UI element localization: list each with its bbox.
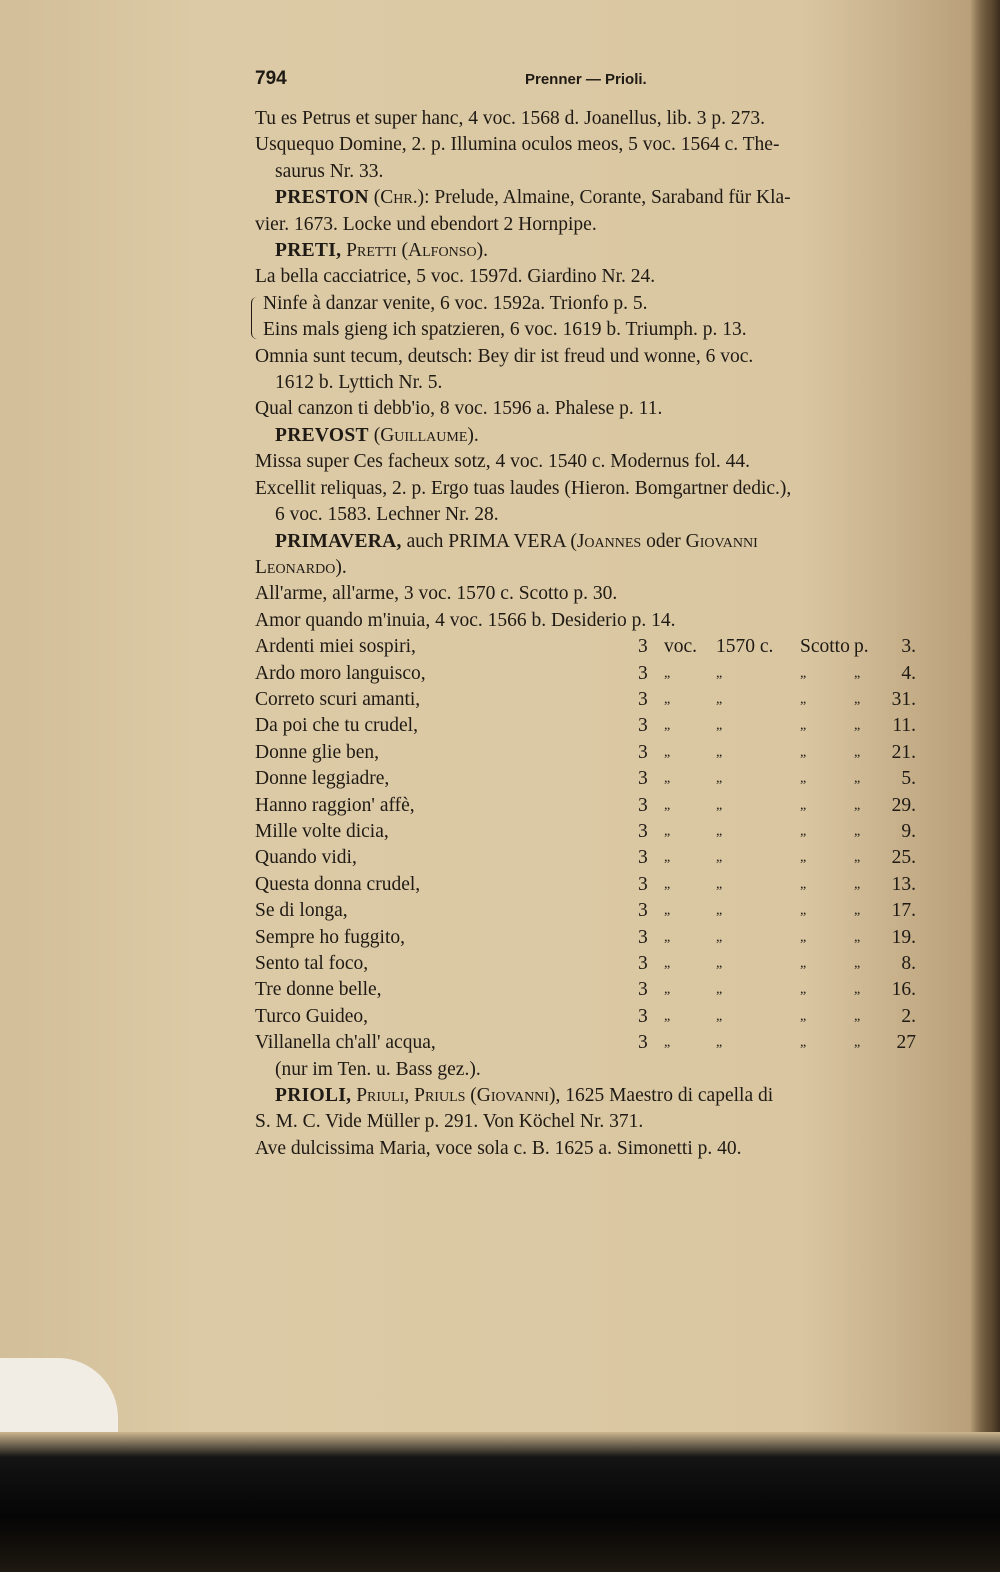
cell-title: Tre donne belle, [255, 979, 382, 1001]
cell-title: Questa donna crudel, [255, 873, 421, 895]
cell-voc: „ [664, 771, 671, 787]
cell-voc: „ [664, 956, 671, 971]
cell-title: Correto scuri amanti, [255, 688, 421, 710]
cell-voices: 3 [638, 926, 648, 948]
curly-brace [251, 297, 258, 339]
cell-page: 4. [901, 662, 916, 684]
cell-year: „ [716, 823, 723, 839]
table-row [255, 1004, 916, 1030]
page-header [255, 68, 935, 106]
works-table [255, 634, 916, 1057]
punct: ). [476, 240, 488, 262]
entry-text: ), 1625 Maestro di capella di [548, 1085, 774, 1107]
entry-initials: Chr. [380, 187, 418, 209]
table-row [255, 634, 916, 660]
entry-name-primavera: PRIMAVERA, [275, 530, 402, 552]
cell-voices: 3 [638, 741, 648, 763]
cell-year: „ [716, 771, 723, 787]
cell-year: „ [716, 929, 723, 945]
cell-voc: „ [664, 850, 671, 866]
entry-name-preti: PRETI, [275, 240, 342, 262]
entry-alt-name: Pretti [346, 240, 397, 262]
cell-p: „ [854, 850, 861, 866]
text-line: Missa super Ces facheux sotz, 4 voc. 1540 c. Modernus fol. 44. [255, 451, 750, 473]
table-row [255, 925, 916, 951]
cell-p: „ [854, 771, 861, 787]
text-line: Eins mals gieng ich spatzieren, 6 voc. 1619 b. Triumph. p. 13. [263, 319, 747, 341]
cell-page: 25. [891, 847, 916, 869]
table-row [255, 819, 916, 845]
cell-voices: 3 [638, 900, 648, 922]
cell-title: Mille volte dicia, [255, 820, 389, 842]
cell-page: 29. [891, 794, 916, 816]
cell-p: „ [854, 823, 861, 839]
cell-year: „ [716, 1008, 723, 1024]
cell-year: „ [716, 744, 723, 760]
entry-text: Prelude, Almaine, Corante, Saraband für Kla- [429, 187, 791, 209]
entry-given-name: Alfonso [408, 240, 477, 262]
cell-p: „ [854, 903, 861, 919]
works-table-body [255, 634, 916, 1057]
cell-title: Ardenti miei sospiri, [255, 636, 416, 658]
cell-voc: „ [664, 876, 671, 892]
cell-page: 27 [896, 1032, 916, 1054]
cell-page: 17. [891, 900, 916, 922]
cell-title: Turco Guideo, [255, 1005, 369, 1027]
cell-voices: 3 [638, 636, 648, 658]
cell-voices: 3 [638, 953, 648, 974]
table-row [255, 793, 916, 819]
cell-year: „ [716, 797, 723, 813]
entry-primavera-line [255, 529, 935, 555]
cell-voc: „ [664, 929, 671, 945]
table-row [255, 977, 916, 1003]
cell-source: „ [800, 665, 807, 681]
text-line: 1612 b. Lyttich Nr. 5. [275, 372, 443, 394]
cell-title: Donne glie ben, [255, 741, 380, 763]
cell-voc: „ [664, 718, 671, 734]
cell-voc: „ [664, 903, 671, 919]
text-line: Ninfe à danzar venite, 6 voc. 1592a. Trionfo p. 5. [263, 292, 648, 314]
cell-source: „ [800, 691, 807, 707]
cell-source: „ [800, 1008, 807, 1024]
cell-voc: voc. [664, 636, 698, 658]
cell-source: „ [800, 797, 807, 813]
cell-year: „ [716, 876, 723, 892]
entry-name-prioli: PRIOLI, [275, 1085, 352, 1107]
cell-p: „ [854, 744, 861, 760]
cell-source: „ [800, 982, 807, 998]
punct: ): [417, 187, 430, 209]
cell-voc: „ [664, 1035, 671, 1051]
text-line: All'arme, all'arme, 3 voc. 1570 c. Scotto p. 30. [255, 583, 618, 605]
cell-voc: „ [664, 744, 671, 760]
entry-given-name: Leonardo [255, 556, 336, 578]
scan-edge-right [970, 0, 1000, 1572]
entry-prevost-line [255, 423, 935, 449]
cell-voc: „ [664, 823, 671, 839]
cell-p: „ [854, 797, 861, 813]
cell-source: „ [800, 744, 807, 760]
table-row [255, 1030, 916, 1056]
cell-voices: 3 [638, 873, 648, 895]
entry-preston-line [255, 185, 935, 211]
brace-group [255, 291, 935, 344]
text-line: Qual canzon ti debb'io, 8 voc. 1596 a. Phalese p. 11. [255, 398, 663, 420]
cell-voices: 3 [638, 768, 648, 790]
cell-voices: 3 [638, 1005, 648, 1027]
entry-alt-name: Priuli, [356, 1085, 410, 1107]
text-line: vier. 1673. Locke und ebendort 2 Hornpipe. [255, 213, 597, 235]
cell-page: 11. [892, 715, 916, 737]
cell-title: Sento tal foco, [255, 953, 369, 974]
cell-source: „ [800, 823, 807, 839]
cell-title: Hanno raggion' affè, [255, 794, 415, 816]
cell-p: „ [854, 718, 861, 734]
cell-voc: „ [664, 665, 671, 681]
cell-source: „ [800, 1035, 807, 1051]
text-line: S. M. C. Vide Müller p. 291. Von Köchel Nr. 371. [255, 1111, 644, 1133]
text-line: Tu es Petrus et super hanc, 4 voc. 1568 d. Joanellus, lib. 3 p. 273. [255, 108, 766, 129]
table-row [255, 845, 916, 871]
cell-p: p. [854, 636, 869, 658]
cell-year: „ [716, 956, 723, 971]
cell-voices: 3 [638, 688, 648, 710]
cell-page: 19. [891, 926, 916, 948]
text-line: Ave dulcissima Maria, voce sola c. B. 1625 a. Simonetti p. 40. [255, 1137, 742, 1159]
punct: ( [401, 240, 409, 262]
punct: ( [373, 424, 381, 446]
text-line: Omnia sunt tecum, deutsch: Bey dir ist freud und wonne, 6 voc. [255, 345, 754, 367]
table-row [255, 898, 916, 924]
text-line: 6 voc. 1583. Lechner Nr. 28. [275, 504, 499, 526]
cell-page: 13. [891, 873, 916, 895]
entry-preti-line [255, 238, 935, 264]
cell-title: Quando vidi, [255, 847, 357, 869]
cell-voc: „ [664, 1008, 671, 1024]
cell-year: „ [716, 1035, 723, 1051]
cell-p: „ [854, 1035, 861, 1051]
text-line: Usquequo Domine, 2. p. Illumina oculos meos, 5 voc. 1564 c. The- [255, 134, 780, 156]
table-row [255, 872, 916, 898]
page-number: 794 [255, 68, 287, 89]
entry-alt-name: Priuls [414, 1085, 466, 1107]
cell-p: „ [854, 876, 861, 892]
punct: ( [373, 187, 381, 209]
cell-p: „ [854, 665, 861, 681]
cell-year: „ [716, 903, 723, 919]
text-line: saurus Nr. 33. [275, 160, 384, 182]
entry-prioli-line [255, 1083, 935, 1109]
cell-year: 1570 c. [716, 636, 774, 658]
table-row [255, 766, 916, 792]
cell-source: „ [800, 876, 807, 892]
cell-source: Scotto [800, 636, 850, 658]
table-row [255, 713, 916, 739]
scan-shadow-bottom [0, 1432, 1000, 1572]
cell-year: „ [716, 850, 723, 866]
entry-name-preston: PRESTON [275, 187, 369, 209]
cell-voices: 3 [638, 1032, 648, 1054]
cell-voices: 3 [638, 794, 648, 816]
text-line [255, 555, 935, 581]
text-line: Amor quando m'inuia, 4 voc. 1566 b. Desiderio p. 14. [255, 609, 676, 631]
table-row [255, 740, 916, 766]
text-line: La bella cacciatrice, 5 voc. 1597d. Giardino Nr. 24. [255, 266, 656, 288]
cell-voices: 3 [638, 979, 648, 1001]
cell-page: 31. [891, 688, 916, 710]
entry-given-name: Giovanni [685, 530, 758, 552]
cell-voices: 3 [638, 820, 648, 842]
cell-page: 9. [901, 820, 916, 842]
table-row [255, 661, 916, 687]
cell-voc: „ [664, 982, 671, 998]
cell-title: Ardo moro languisco, [255, 662, 426, 684]
cell-voices: 3 [638, 662, 648, 684]
cell-title: Se di longa, [255, 900, 348, 922]
cell-voc: „ [664, 797, 671, 813]
entry-given-name: Guillaume [380, 424, 468, 446]
cell-source: „ [800, 956, 807, 971]
running-head: Prenner — Prioli. [525, 71, 647, 88]
cell-title: Da poi che tu crudel, [255, 715, 418, 737]
cell-title: Donne leggiadre, [255, 768, 390, 790]
cell-voices: 3 [638, 847, 648, 869]
cell-source: „ [800, 718, 807, 734]
cell-page: 16. [891, 979, 916, 1001]
text-line: (nur im Ten. u. Bass gez.). [275, 1058, 481, 1080]
punct: ). [335, 556, 347, 578]
cell-year: „ [716, 665, 723, 681]
cell-title: Villanella ch'all' acqua, [255, 1032, 436, 1054]
cell-voc: „ [664, 691, 671, 707]
cell-p: „ [854, 691, 861, 707]
cell-page: 2. [901, 1005, 916, 1027]
cell-source: „ [800, 771, 807, 787]
cell-p: „ [854, 1008, 861, 1024]
entry-text: auch PRIMA VERA ( [401, 530, 577, 552]
cell-source: „ [800, 903, 807, 919]
table-row [255, 951, 916, 977]
entry-given-name: Giovanni [476, 1085, 549, 1107]
page-text [255, 68, 935, 1162]
cell-p: „ [854, 929, 861, 945]
cell-p: „ [854, 956, 861, 971]
cell-voices: 3 [638, 715, 648, 737]
cell-source: „ [800, 850, 807, 866]
cell-page: 5. [901, 768, 916, 790]
cell-page: 3. [901, 636, 916, 658]
cell-year: „ [716, 691, 723, 707]
cell-source: „ [800, 929, 807, 945]
cell-page: 8. [901, 953, 916, 974]
cell-page: 21. [891, 741, 916, 763]
cell-year: „ [716, 718, 723, 734]
cell-title: Sempre ho fuggito, [255, 926, 406, 948]
text-line: Excellit reliquas, 2. p. Ergo tuas laudes (Hieron. Bomgartner dedic.), [255, 477, 792, 499]
punct: ). [467, 424, 479, 446]
table-row [255, 687, 916, 713]
entry-given-name: Joannes [576, 530, 642, 552]
punct: ( [465, 1085, 477, 1107]
cell-p: „ [854, 982, 861, 998]
entry-text: oder [641, 530, 686, 552]
entry-name-prevost: PREVOST [275, 424, 369, 446]
cell-year: „ [716, 982, 723, 998]
